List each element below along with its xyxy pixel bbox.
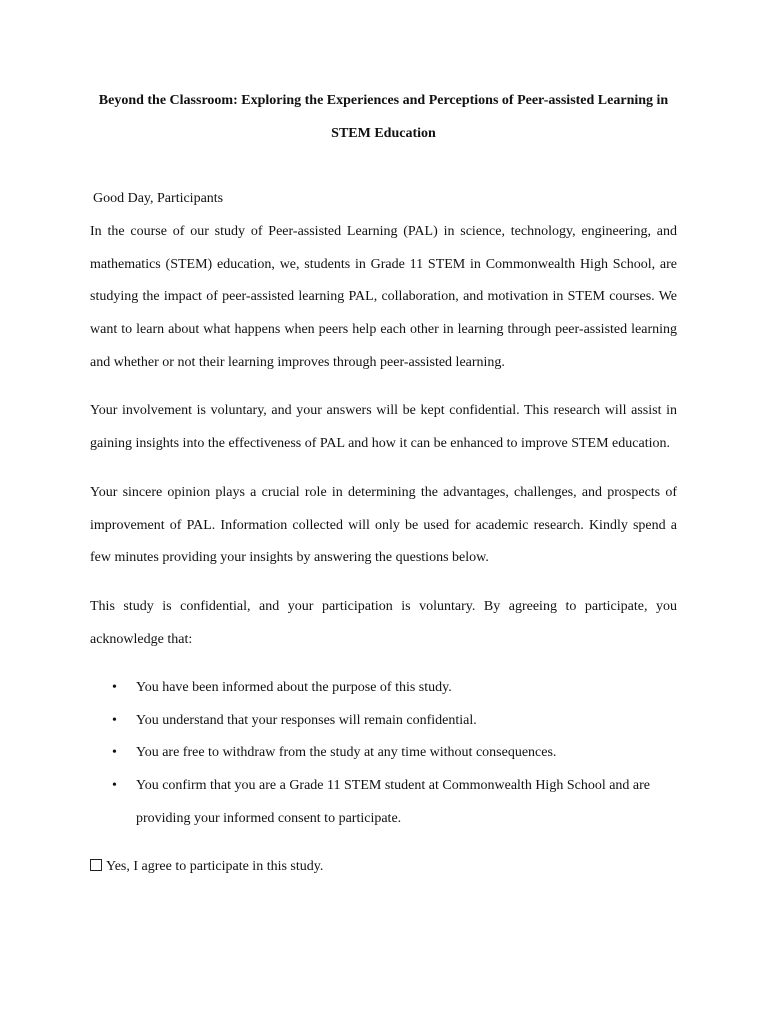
document-page [90,0,677,1024]
list-item-text: You are free to withdraw from the study at any time without consequences. [136,745,557,761]
bullet-icon: • [112,712,117,728]
bullet-icon: • [112,745,117,761]
bullet-icon: • [112,680,117,695]
list-item [90,705,677,738]
paragraph-opinion: Your sincere opinion plays a crucial role in determining the advantages, challenges, and prospects of improvement of PAL. Information collected will only be used for academic research. Kindly spend a few minutes providing your insights by answering the questions below. [90,485,677,566]
paragraph-intro: In the course of our study of Peer-assisted Learning (PAL) in science, technology, engineering, and mathematics (STEM) education, we, students in Grade 11 STEM in Commonwealth High School, are studying the impact of peer-assisted learning PAL, collaboration, and motivation in STEM courses. We want to learn about what happens when peers help each other in learning through peer-assisted learning and whether or not their learning improves through peer-assisted learning. [90,224,677,370]
consent-label: Yes, I agree to participate in this study. [106,859,324,874]
list-item [90,770,677,835]
bullet-icon: • [112,778,117,794]
checkbox-icon[interactable] [90,859,102,871]
greeting: Good Day, Participants [93,191,224,206]
document-title-line-1: Beyond the Classroom: Exploring the Experiences and Perceptions of Peer-assisted Learning in [98,93,669,108]
list-item-text: You understand that your responses will remain confidential. [136,712,477,728]
paragraph-acknowledge: This study is confidential, and your participation is voluntary. By agreeing to participate, you acknowledge that: [90,599,677,647]
list-item-text: You have been informed about the purpose of this study. [136,680,452,695]
list-item [90,737,677,770]
consent-option[interactable] [90,859,323,875]
document-title-line-2: STEM Education [331,126,436,141]
paragraph-voluntary: Your involvement is voluntary, and your answers will be kept confidential. This research will assist in gaining insights into the effectiveness of PAL and how it can be enhanced to improve STEM education. [90,403,677,451]
list-item [90,672,677,705]
acknowledgement-list [90,672,677,836]
list-item-text: You confirm that you are a Grade 11 STEM student at Commonwealth High School and are providing your informed consent to participate. [136,778,651,826]
